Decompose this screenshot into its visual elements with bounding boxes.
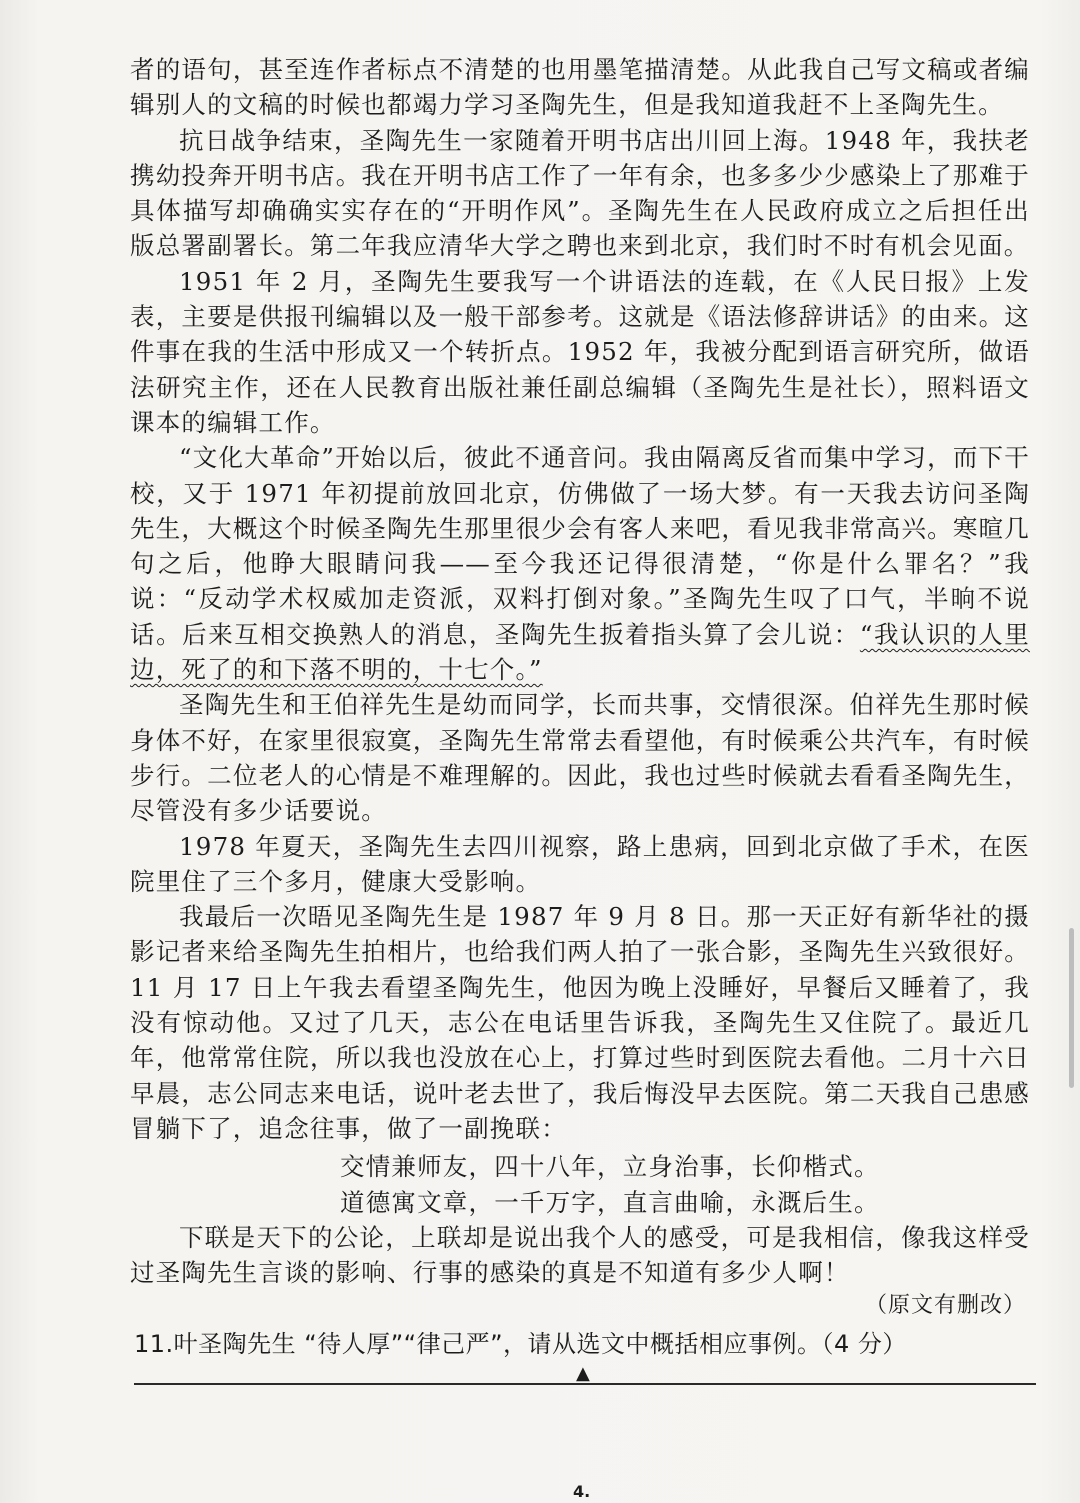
scrollbar-thumb[interactable] (1069, 928, 1074, 1088)
paragraph-6: 1978 年夏天，圣陶先生去四川视察，路上患病，回到北京做了手术，在医院里住了三个多月，健康大受影响。 (130, 831, 1030, 896)
paragraph-2: 抗日战争结束，圣陶先生一家随着开明书店出川回上海。1948 年，我扶老携幼投奔开明书店。我在开明书店工作了一年有余，也多多少少感染上了那难于具体描写却确确实实存在的“开明作风”。圣陶先生在人民政府成立之后担任出版总署副署长。第二年我应清华大学之聘也来到北京，我们时不时有机会见面。 (130, 125, 1030, 261)
closing-paragraph: 下联是天下的公论，上联却是说出我个人的感受，可是我相信，像我这样受过圣陶先生言谈的影响、行事的感染的真是不知道有多少人啊！ (130, 1223, 1030, 1288)
paragraph-5: 圣陶先生和王伯祥先生是幼而同学，长而共事，交情很深。伯祥先生那时候身体不好，在家里很寂寞，圣陶先生常常去看望他，有时候乘公共汽车，有时候步行。二位老人的心情是不难理解的。因此，我也过些时候就去看看圣陶先生，尽管没有多少话要说。 (130, 690, 1030, 826)
passage-text (130, 52, 1030, 1146)
page-number: 4. (573, 1482, 591, 1501)
couplet-line-2: 道德寓文章，一千万字，直言曲喻，永溉后生。 (340, 1188, 880, 1217)
couplet-line-1: 交情兼师友，四十八年，立身治事，长仰楷式。 (340, 1152, 880, 1181)
paragraph-4 (130, 440, 1030, 687)
paragraph-3: 1951 年 2 月，圣陶先生要我写一个讲语法的连载，在《人民日报》上发表，主要是供报刊编辑以及一般干部参考。这就是《语法修辞讲话》的由来。这件事在我的生活中形成又一个转折点。1952 年，我被分配到语言研究所，做语法研究主作，还在人民教育出版社兼任副总编辑（圣陶先生是社长），照料语文课本的编辑工作。 (130, 266, 1030, 437)
answer-line[interactable] (134, 1383, 1036, 1385)
edit-note: （原文有删改） (864, 1293, 1026, 1318)
paragraph-1: 者的语句，甚至连作者标点不清楚的也用墨笔描清楚。从此我自己写文稿或者编辑别人的文稿的时候也都竭力学习圣陶先生，但是我知道我赶不上圣陶先生。 (130, 55, 1030, 120)
closing-block (130, 1220, 1030, 1291)
question-11: 11.叶圣陶先生 “待人厚”“律己严”，请从选文中概括相应事例。（4 分） (134, 1330, 907, 1358)
paragraph-4-text: “文化大革命”开始以后，彼此不通音问。我由隔离反省而集中学习，而下干校，又于 1971 年初提前放回北京，仿佛做了一场大梦。有一天我去访问圣陶先生，大概这个时候圣陶先生那里很少会有客人来吧，看见我非常高兴。寒暄几句之后，他睁大眼睛问我——至今我还记得很清楚，“你是什么罪名？”我说：“反动学术权威加走资派，双料打倒对象。”圣陶先生叹了口气，半晌不说话。后来互相交换熟人的消息，圣陶先生扳着指头算了会儿说： (130, 443, 1030, 649)
paragraph-7: 我最后一次晤见圣陶先生是 1987 年 9 月 8 日。那一天正好有新华社的摄影记者来给圣陶先生拍相片，也给我们两人拍了一张合影，圣陶先生兴致很好。11 月 17 日上午我去看望圣陶先生，他因为晚上没睡好，早餐后又睡着了，我没有惊动他。又过了几天，志公在电话里告诉我，圣陶先生又住院了。最近几年，他常常住院，所以我也没放在心上，打算过些时到医院去看他。二月十六日早晨，志公同志来电话，说叶老去世了，我后悔没早去医院。第二天我自己患感冒躺下了，追念往事，做了一副挽联： (130, 902, 1030, 1143)
underlined-quote: “我认识的人里边，死了的和下落不明的，十七个。” (130, 619, 1030, 685)
answer-marker-icon: ▲ (576, 1363, 590, 1384)
